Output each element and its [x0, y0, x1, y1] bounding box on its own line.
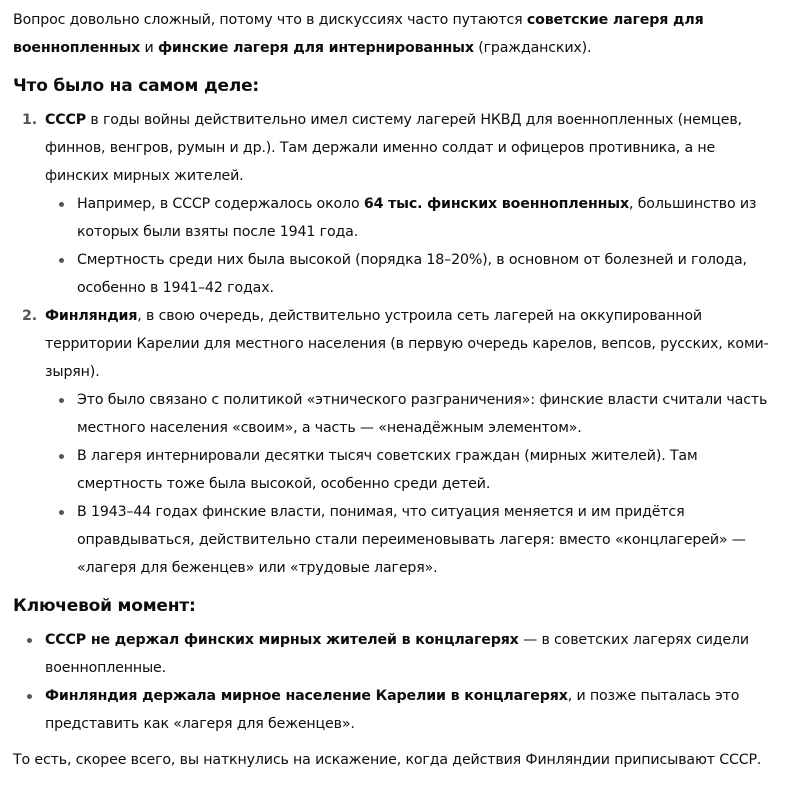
numbered-item-ussr: 1. СССР в годы войны действительно имел систему лагерей НКВД для военнопленных (немцев, финнов, венгров, румын и др.). Там держали именно солдат и офицеров противника, а не финских мирных жителей. Например, в СССР содержалось около 64 тыс. финских военнопленных, большинство из которых были взяты после 1941 года. Смертность среди них была высокой (порядка 18–20%), в основном от болезней и голода, особенно в 1941–42 годах.	[45, 106, 774, 302]
bullet-item: СССР не держал финских мирных жителей в концлагерях — в советских лагерях сидели военнопленные.	[45, 626, 774, 682]
key-points-list	[13, 626, 774, 738]
intro-bold-soviet-camps: советские лагеря для военнопленных	[13, 12, 704, 56]
bullet-item: Например, в СССР содержалось около 64 тыс. финских военнопленных, большинство из которых были взяты после 1941 года.	[77, 190, 774, 246]
intro-bold-finnish-camps: финские лагеря для интернированных	[157, 40, 474, 56]
bullet-item: Финляндия держала мирное население Карелии в концлагерях, и позже пыталась это представить как «лагеря для беженцев».	[45, 682, 774, 738]
section-heading-reality: Что было на самом деле:	[13, 76, 259, 96]
conclusion-paragraph: То есть, скорее всего, вы наткнулись на искажение, когда действия Финляндии приписывают СССР.	[13, 752, 762, 768]
bullet-item: Смертность среди них была высокой (порядка 18–20%), в основном от болезней и голода, особенно в 1941–42 годах.	[77, 246, 774, 302]
sub-list	[45, 386, 774, 582]
numbered-list	[13, 106, 774, 582]
list-number: 1.	[22, 112, 37, 128]
numbered-item-finland: 2. Финляндия, в свою очередь, действительно устроила сеть лагерей на оккупированной территории Карелии для местного населения (в первую очередь карелов, вепсов, русских, коми-зырян). Это было связано с политикой «этнического разграничения»: финские власти считали часть местного населения «своим», а часть — «ненадёжным элементом». В лагеря интернировали десятки тысяч советских граждан (мирных жителей). Там смертность тоже была высокой, особенно среди детей. В 1943–44 годах финские власти, понимая, что ситуация меняется и им придётся оправдываться, действительно стали переименовывать лагеря: вместо «концлагерей» — «лагеря для беженцев» или «трудовые лагеря».	[45, 302, 774, 582]
sub-list	[45, 190, 774, 302]
intro-paragraph: Вопрос довольно сложный, потому что в дискуссиях часто путаются советские лагеря для военнопленных и финские лагеря для интернированных (гражданских).	[13, 12, 704, 56]
section-heading-key-point: Ключевой момент:	[13, 596, 196, 616]
bullet-item: В 1943–44 годах финские власти, понимая, что ситуация меняется и им придётся оправдываться, действительно стали переименовывать лагеря: вместо «концлагерей» — «лагеря для беженцев» или «трудовые лагеря».	[77, 498, 774, 582]
bullet-item: В лагеря интернировали десятки тысяч советских граждан (мирных жителей). Там смертность тоже была высокой, особенно среди детей.	[77, 442, 774, 498]
bullet-item: Это было связано с политикой «этнического разграничения»: финские власти считали часть местного населения «своим», а часть — «ненадёжным элементом».	[77, 386, 774, 442]
list-number: 2.	[22, 308, 37, 324]
